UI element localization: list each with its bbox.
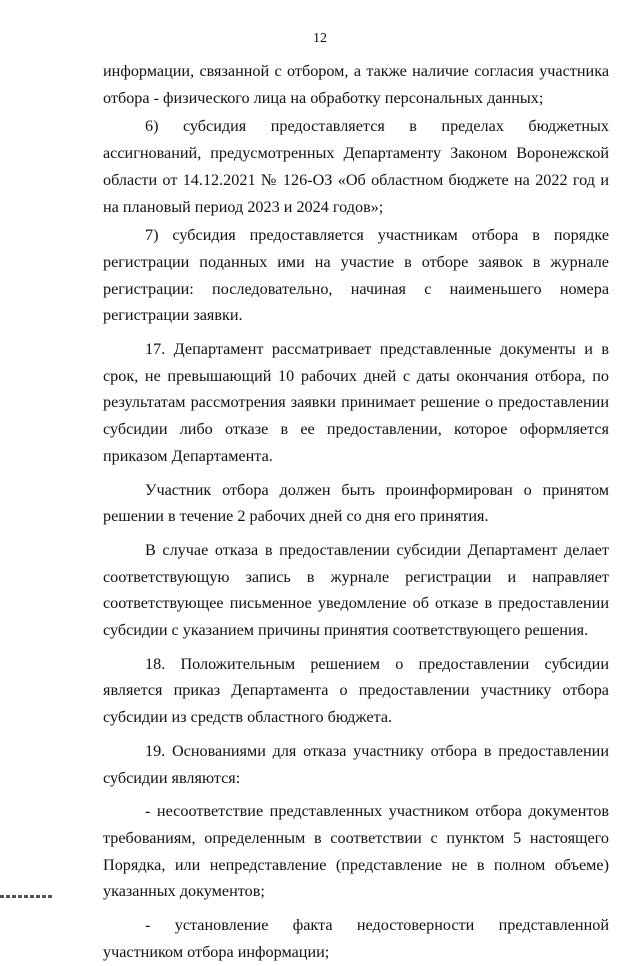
paragraph-notification: Участник отбора должен быть проинформирован о принятом решении в течение 2 рабочих дней со дня его принятия. [103, 480, 609, 526]
page-number: 12 [313, 31, 327, 46]
paragraph-item-7: 7) субсидия предоставляется участникам отбора в порядке регистрации поданных ими на участие в отборе заявок в журнале регистрации: последовательно, начиная с наименьшего номера регистрации заявки. [103, 226, 609, 325]
paragraph-clause-17: 17. Департамент рассматривает представленные документы и в срок, не превышающий 10 рабочих дней с даты окончания отбора, по результатам рассмотрения заявки принимает решение о предоставлении субсидии либо отказе в ее предоставлении, которое оформляется приказом Департамента. [103, 340, 609, 465]
scan-edge-mark [0, 895, 52, 898]
document-body [103, 58, 609, 966]
paragraph-item-6: 6) субсидия предоставляется в пределах бюджетных ассигнований, предусмотренных Департаменту Законом Воронежской области от 14.12.2021 № 126-ОЗ «Об областном бюджете на 2022 год и на плановый период 2023 и 2024 годов»; [103, 117, 609, 216]
list-item-unreliability: - установление факта недостоверности представленной участником отбора информации; [103, 916, 609, 961]
paragraph-clause-18: 18. Положительным решением о предоставлении субсидии является приказ Департамента о предоставлении участнику отбора субсидии из средств областного бюджета. [103, 654, 609, 727]
paragraph-clause-19: 19. Основаниями для отказа участнику отбора в предоставлении субсидии являются: [103, 741, 609, 787]
paragraph-refusal: В случае отказа в предоставлении субсидии Департамент делает соответствующую запись в журнале регистрации и направляет соответствующее письменное уведомление об отказе в предоставлении субсидии с указанием причины принятия соответствующего решения. [103, 540, 609, 640]
list-item-nonconformity: - несоответствие представленных участником отбора документов требованиям, определенным в соответствии с пунктом 5 настоящего Порядка, или непредставление (представление не в полном объеме) указанных документов; [103, 802, 609, 901]
paragraph-continuation: информации, связанной с отбором, а также наличие согласия участника отбора - физического лица на обработку персональных данных; [103, 62, 609, 107]
